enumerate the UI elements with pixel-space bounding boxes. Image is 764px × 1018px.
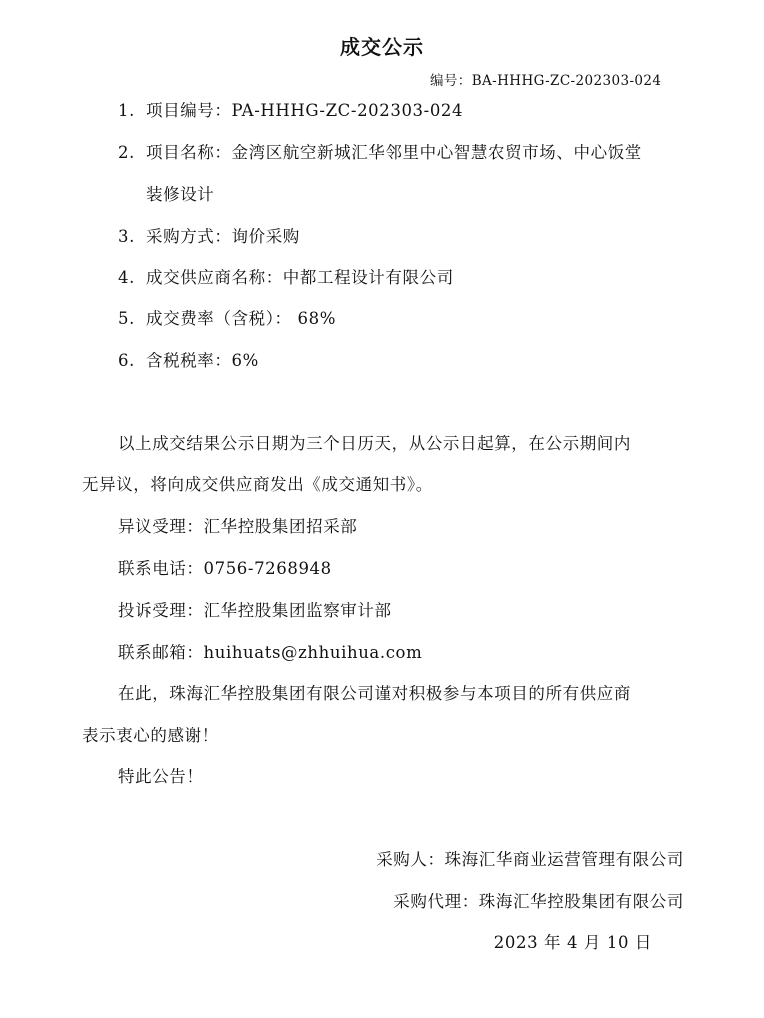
document-date: 2023 年 4 月 10 日 bbox=[493, 933, 652, 952]
item-number: 2. bbox=[118, 143, 135, 162]
fee-rate-text: 成交费率（含税）： 68% bbox=[146, 309, 336, 328]
contact-phone: 联系电话：0756-7268948 bbox=[118, 559, 332, 578]
winning-supplier-text: 成交供应商名称：中都工程设计有限公司 bbox=[146, 268, 454, 287]
purchaser-signature: 采购人：珠海汇华商业运营管理有限公司 bbox=[376, 850, 684, 869]
procurement-method-text: 采购方式：询价采购 bbox=[146, 227, 300, 246]
closing-statement: 特此公告！ bbox=[118, 767, 204, 786]
list-item bbox=[118, 226, 300, 248]
item-number: 1. bbox=[118, 101, 135, 120]
list-item bbox=[118, 100, 463, 122]
list-item bbox=[118, 267, 454, 289]
agent-signature: 采购代理：珠海汇华控股集团有限公司 bbox=[393, 892, 684, 911]
list-item bbox=[118, 350, 259, 372]
thanks-paragraph-line2: 表示衷心的感谢！ bbox=[82, 726, 219, 745]
contact-email: 联系邮箱：huihuats@zhhuihua.com bbox=[118, 643, 423, 662]
project-number-text: 项目编号：PA-HHHG-ZC-202303-024 bbox=[146, 101, 464, 120]
item-number: 3. bbox=[118, 227, 135, 246]
document-title: 成交公示 bbox=[340, 35, 424, 59]
project-name-text: 项目名称：金湾区航空新城汇华邻里中心智慧农贸市场、中心饭堂 bbox=[146, 143, 642, 162]
list-item bbox=[118, 142, 642, 164]
item-number: 4. bbox=[118, 268, 135, 287]
notice-paragraph-line1: 以上成交结果公示日期为三个日历天，从公示日起算，在公示期间内 bbox=[118, 434, 631, 453]
tax-rate-text: 含税税率：6% bbox=[146, 351, 259, 370]
thanks-paragraph-line1: 在此，珠海汇华控股集团有限公司谨对积极参与本项目的所有供应商 bbox=[118, 684, 631, 703]
notice-paragraph-line2: 无异议，将向成交供应商发出《成交通知书》。 bbox=[82, 475, 433, 494]
project-name-continuation: 装修设计 bbox=[146, 185, 215, 204]
objection-contact: 异议受理：汇华控股集团招采部 bbox=[118, 517, 358, 536]
complaint-contact: 投诉受理：汇华控股集团监察审计部 bbox=[118, 601, 392, 620]
document-number: 编号：BA-HHHG-ZC-202303-024 bbox=[430, 73, 662, 89]
list-item bbox=[118, 308, 336, 330]
item-number: 6. bbox=[118, 351, 135, 370]
item-number: 5. bbox=[118, 309, 135, 328]
